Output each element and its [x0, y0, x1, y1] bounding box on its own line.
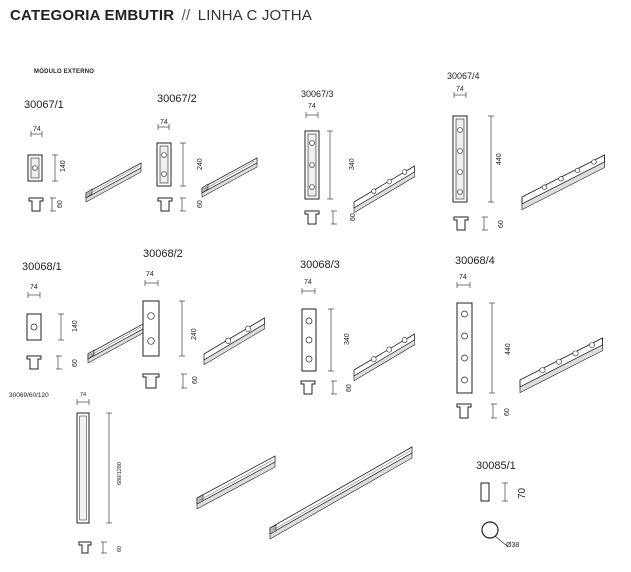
length-dimension [179, 301, 198, 356]
product-code: 30068/4 [455, 255, 495, 267]
line-label: LINHA C JOTHA [197, 7, 313, 24]
front-view [481, 483, 489, 501]
section-view [143, 374, 199, 388]
svg-text:60: 60 [192, 376, 199, 384]
isometric-view-short [197, 456, 275, 509]
svg-text:70: 70 [517, 487, 528, 499]
width-dimension [302, 279, 315, 294]
svg-text:340: 340 [349, 158, 356, 170]
svg-text:60: 60 [346, 384, 353, 392]
section-view [457, 404, 511, 418]
front-view [457, 303, 472, 393]
category-label: CATEGORIA EMBUTIR [10, 7, 175, 24]
product-code: 30068/2 [143, 248, 183, 260]
section-view [29, 198, 64, 211]
svg-text:340: 340 [344, 333, 351, 345]
section-view [158, 198, 204, 211]
svg-text:74: 74 [30, 284, 38, 291]
svg-text:240: 240 [197, 158, 204, 170]
svg-text:74: 74 [80, 392, 87, 398]
product-30068-3 [300, 259, 415, 394]
front-view [77, 413, 89, 523]
length-dimension [58, 314, 79, 340]
length-dimension [327, 131, 356, 199]
section-view [27, 356, 79, 369]
product-30068-1 [22, 261, 143, 369]
svg-text:440: 440 [505, 343, 512, 355]
svg-text:74: 74 [459, 274, 467, 281]
svg-text:74: 74 [304, 279, 312, 286]
front-view [305, 131, 319, 199]
svg-text:60: 60 [350, 213, 357, 221]
svg-text:240: 240 [191, 328, 198, 340]
isometric-view [354, 334, 415, 381]
product-30069-60-120 [9, 392, 412, 553]
front-view [143, 301, 159, 356]
product-code: 30067/2 [157, 93, 197, 105]
length-dimension [489, 303, 512, 393]
svg-text:74: 74 [160, 119, 168, 126]
length-dimension [180, 143, 204, 186]
isometric-view [202, 158, 257, 197]
svg-text:74: 74 [33, 126, 41, 133]
width-dimension [31, 126, 42, 137]
section-view [305, 211, 357, 224]
svg-text:60: 60 [197, 200, 204, 208]
product-30067-2 [157, 93, 257, 211]
product-30068-2 [143, 248, 265, 388]
product-30067-1 [24, 99, 141, 211]
front-view [28, 155, 42, 181]
product-code: 30067/4 [447, 71, 480, 81]
product-code: 30068/1 [22, 261, 62, 273]
product-code: 30069/60/120 [9, 392, 49, 399]
front-view [302, 309, 316, 371]
svg-text:140: 140 [60, 160, 67, 172]
front-view [453, 116, 467, 202]
svg-text:60: 60 [72, 359, 79, 367]
section-view [301, 381, 353, 394]
width-dimension [158, 119, 169, 130]
svg-text:60: 60 [57, 200, 64, 208]
product-30067-4 [447, 71, 605, 230]
length-dimension [488, 116, 503, 202]
width-dimension [145, 271, 158, 286]
front-view [157, 143, 171, 186]
width-dimension [28, 284, 40, 298]
svg-text:Ø38: Ø38 [506, 542, 520, 549]
product-code: 30085/1 [476, 460, 516, 472]
isometric-view [354, 166, 415, 213]
svg-text:74: 74 [456, 86, 464, 93]
product-30068-4 [455, 255, 603, 418]
isometric-view [522, 155, 605, 210]
isometric-view-long [270, 447, 412, 539]
svg-text:60: 60 [498, 220, 505, 228]
product-code: 30068/3 [300, 259, 340, 271]
product-code: 30067/1 [24, 99, 64, 111]
section-view [79, 542, 123, 553]
isometric-view [86, 163, 141, 202]
isometric-view [204, 318, 265, 365]
svg-text:60: 60 [117, 545, 123, 552]
width-dimension [77, 392, 89, 405]
svg-text:140: 140 [72, 320, 79, 332]
isometric-view [520, 338, 603, 393]
section-subtitle: MÓDULO EXTERNO [34, 69, 95, 75]
section-view [454, 217, 505, 230]
length-dimension [52, 155, 67, 181]
length-dimension [502, 483, 528, 501]
width-dimension [454, 86, 466, 98]
diameter-view [482, 522, 519, 549]
title-separator: // [181, 7, 191, 24]
product-code: 30067/3 [301, 89, 334, 99]
product-30085-1 [476, 460, 528, 549]
svg-text:74: 74 [146, 271, 154, 278]
isometric-view [88, 324, 143, 363]
width-dimension [306, 103, 318, 118]
front-view [27, 314, 41, 340]
width-dimension [457, 274, 470, 288]
svg-text:440: 440 [496, 153, 503, 165]
svg-text:74: 74 [308, 103, 316, 110]
length-dimension [106, 413, 123, 523]
svg-text:60: 60 [504, 408, 511, 416]
length-dimension [328, 309, 351, 371]
svg-text:680/1280: 680/1280 [117, 462, 123, 485]
product-30067-3 [301, 89, 415, 224]
